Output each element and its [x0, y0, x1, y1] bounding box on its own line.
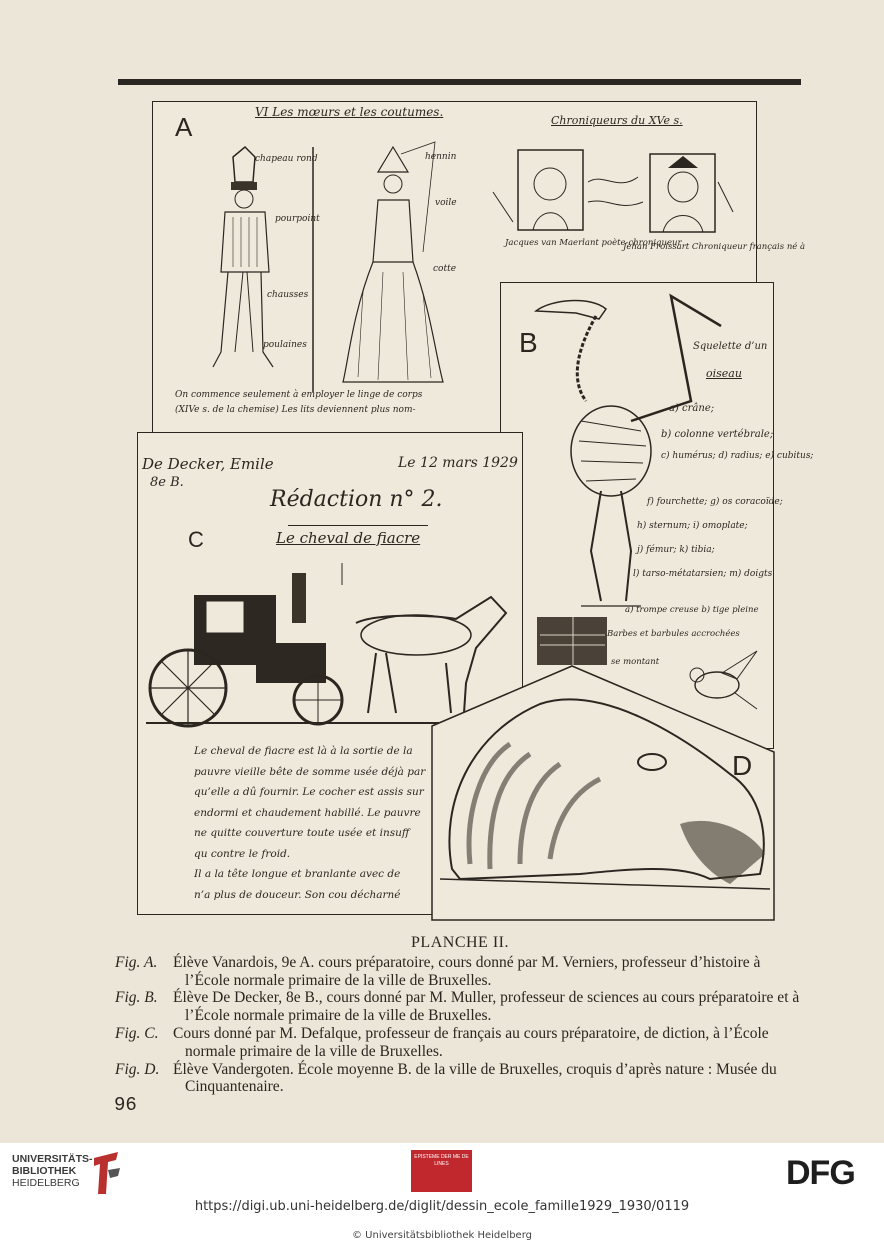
panel-c-letter: C	[188, 527, 204, 552]
dfg-logo[interactable]: DFG	[786, 1154, 855, 1192]
essay-line: ne quitte couverture toute usée et insuff	[194, 827, 410, 839]
essay-subtitle: Le cheval de fiacre	[276, 529, 421, 547]
figure-label: Fig. A.	[115, 953, 158, 971]
essay-line: qu’elle a dû fournir. Le cocher est assis sur	[194, 786, 424, 798]
top-rule	[118, 79, 801, 85]
episteme-logo-text: EPISTEME DER ME DE LINES	[414, 1154, 469, 1167]
essay-line: Le cheval de fiacre est là à la sortie de la	[194, 745, 413, 757]
portrait-left-caption: Jacques van Maerlant poète-chroniqueur	[505, 238, 682, 248]
figure-label: Fig. D.	[115, 1060, 160, 1078]
panel-b-title-2: oiseau	[706, 367, 742, 380]
panel-b-bottom-note2: Barbes et barbules accrochées	[607, 629, 740, 639]
library-logo-text[interactable]	[12, 1153, 93, 1189]
label-cotte: cotte	[433, 264, 457, 274]
student-class: 8e B.	[150, 475, 184, 490]
figure-text: Élève Vanardois, 9e A. cours préparatoire, cours donné par M. Verniers, professeur d’histoire à l’École normale primaire de la ville de Bruxelles.	[173, 953, 761, 989]
legend-f: f) fourchette; g) os coracoïde;	[647, 497, 783, 507]
essay-line: Il a la tête longue et branlante avec de	[194, 868, 401, 880]
essay-line: pauvre vieille bête de somme usée déjà par	[194, 765, 426, 778]
figure-label: Fig. B.	[115, 989, 158, 1007]
library-logo-icon[interactable]	[90, 1150, 124, 1196]
permalink-url[interactable]: https://digi.ub.uni-heidelberg.de/diglit/dessin_ecole_famille1929_1930/0119	[194, 1199, 690, 1214]
figure-caption-c	[115, 1025, 805, 1061]
panel-b-bottom-note3: se montant	[611, 657, 660, 667]
panel-d	[430, 664, 776, 924]
library-name-3: HEIDELBERG	[12, 1177, 80, 1189]
essay-line: n’a plus de douceur. Son cou décharné	[194, 888, 401, 901]
copyright-notice: © Universitätsbibliothek Heidelberg	[351, 1230, 532, 1241]
portrait-right-caption: Jehan Froissart Chroniqueur français né à	[623, 242, 806, 252]
legend-c: c) humérus; d) radius; e) cubitus;	[661, 451, 814, 461]
figure-text: Cours donné par M. Defalque, professeur de français au cours préparatoire, de diction, à l’École normale primaire de la ville de Bruxelles.	[173, 1024, 769, 1060]
label-pourpoint: pourpoint	[275, 214, 320, 224]
plate-title: PLANCHE II.	[411, 934, 509, 951]
essay-date: Le 12 mars 1929	[398, 455, 518, 471]
page-number: 96	[114, 1094, 137, 1116]
legend-h: h) sternum; i) omoplate;	[637, 521, 748, 531]
figure-text: Élève Vandergoten. École moyenne B. de la ville de Bruxelles, croquis d’après nature : Musée du Cinquantenaire.	[173, 1060, 777, 1096]
figure-label: Fig. C.	[115, 1024, 159, 1042]
label-poulaines: poulaines	[263, 340, 307, 350]
panel-a-right-heading: Chroniqueurs du XVe s.	[551, 114, 683, 127]
label-hennin: hennin	[425, 152, 457, 162]
figure-text: Élève De Decker, 8e B., cours donné par M. Muller, professeur de sciences au cours préparatoire et à l’École normale primaire de la ville de Bruxelles.	[173, 989, 800, 1025]
chroniclers-portraits	[488, 142, 738, 252]
essay-title: Rédaction n° 2.	[270, 487, 443, 512]
episteme-logo[interactable]	[411, 1150, 472, 1192]
panel-b-letter: B	[519, 327, 538, 358]
label-chausses: chausses	[267, 290, 309, 300]
panel-a-letter: A	[175, 112, 193, 142]
label-voile: voile	[435, 198, 457, 208]
panel-b-title-1: Squelette d’un	[693, 341, 768, 352]
plate-caption	[115, 934, 805, 1096]
label-chapeau-rond: chapeau rond	[255, 154, 318, 164]
legend-l: l) tarso-métatarsien; m) doigts	[633, 569, 773, 579]
student-name: De Decker, Emile	[142, 455, 274, 473]
essay-line: endormi et chaudement habillé. Le pauvre	[194, 806, 421, 819]
costume-drawings	[173, 142, 473, 422]
legend-b: b) colonne vertébrale;	[661, 429, 774, 440]
legend-a: a) crâne;	[669, 403, 715, 414]
panel-d-letter: D	[732, 750, 753, 781]
essay-line: qu contre le froid.	[194, 847, 291, 860]
figure-caption-a	[115, 954, 805, 990]
feather-detail	[535, 615, 615, 670]
legend-j: j) fémur; k) tibia;	[637, 545, 715, 555]
panel-b-bottom-note: a) trompe creuse b) tige pleine	[625, 605, 759, 615]
panel-a-heading: VI Les mœurs et les coutumes.	[255, 105, 444, 119]
panel-a-note: On commence seulement à employer le linge de corps (XIVe s. de la chemise) Les lits deviennent plus nom-	[175, 390, 423, 415]
figure-caption-d	[115, 1061, 805, 1097]
library-name-1: UNIVERSITÄTS-	[12, 1153, 93, 1165]
figure-caption-b	[115, 989, 805, 1025]
essay-title-rule	[288, 525, 428, 526]
library-name-2: BIBLIOTHEK	[12, 1165, 77, 1177]
